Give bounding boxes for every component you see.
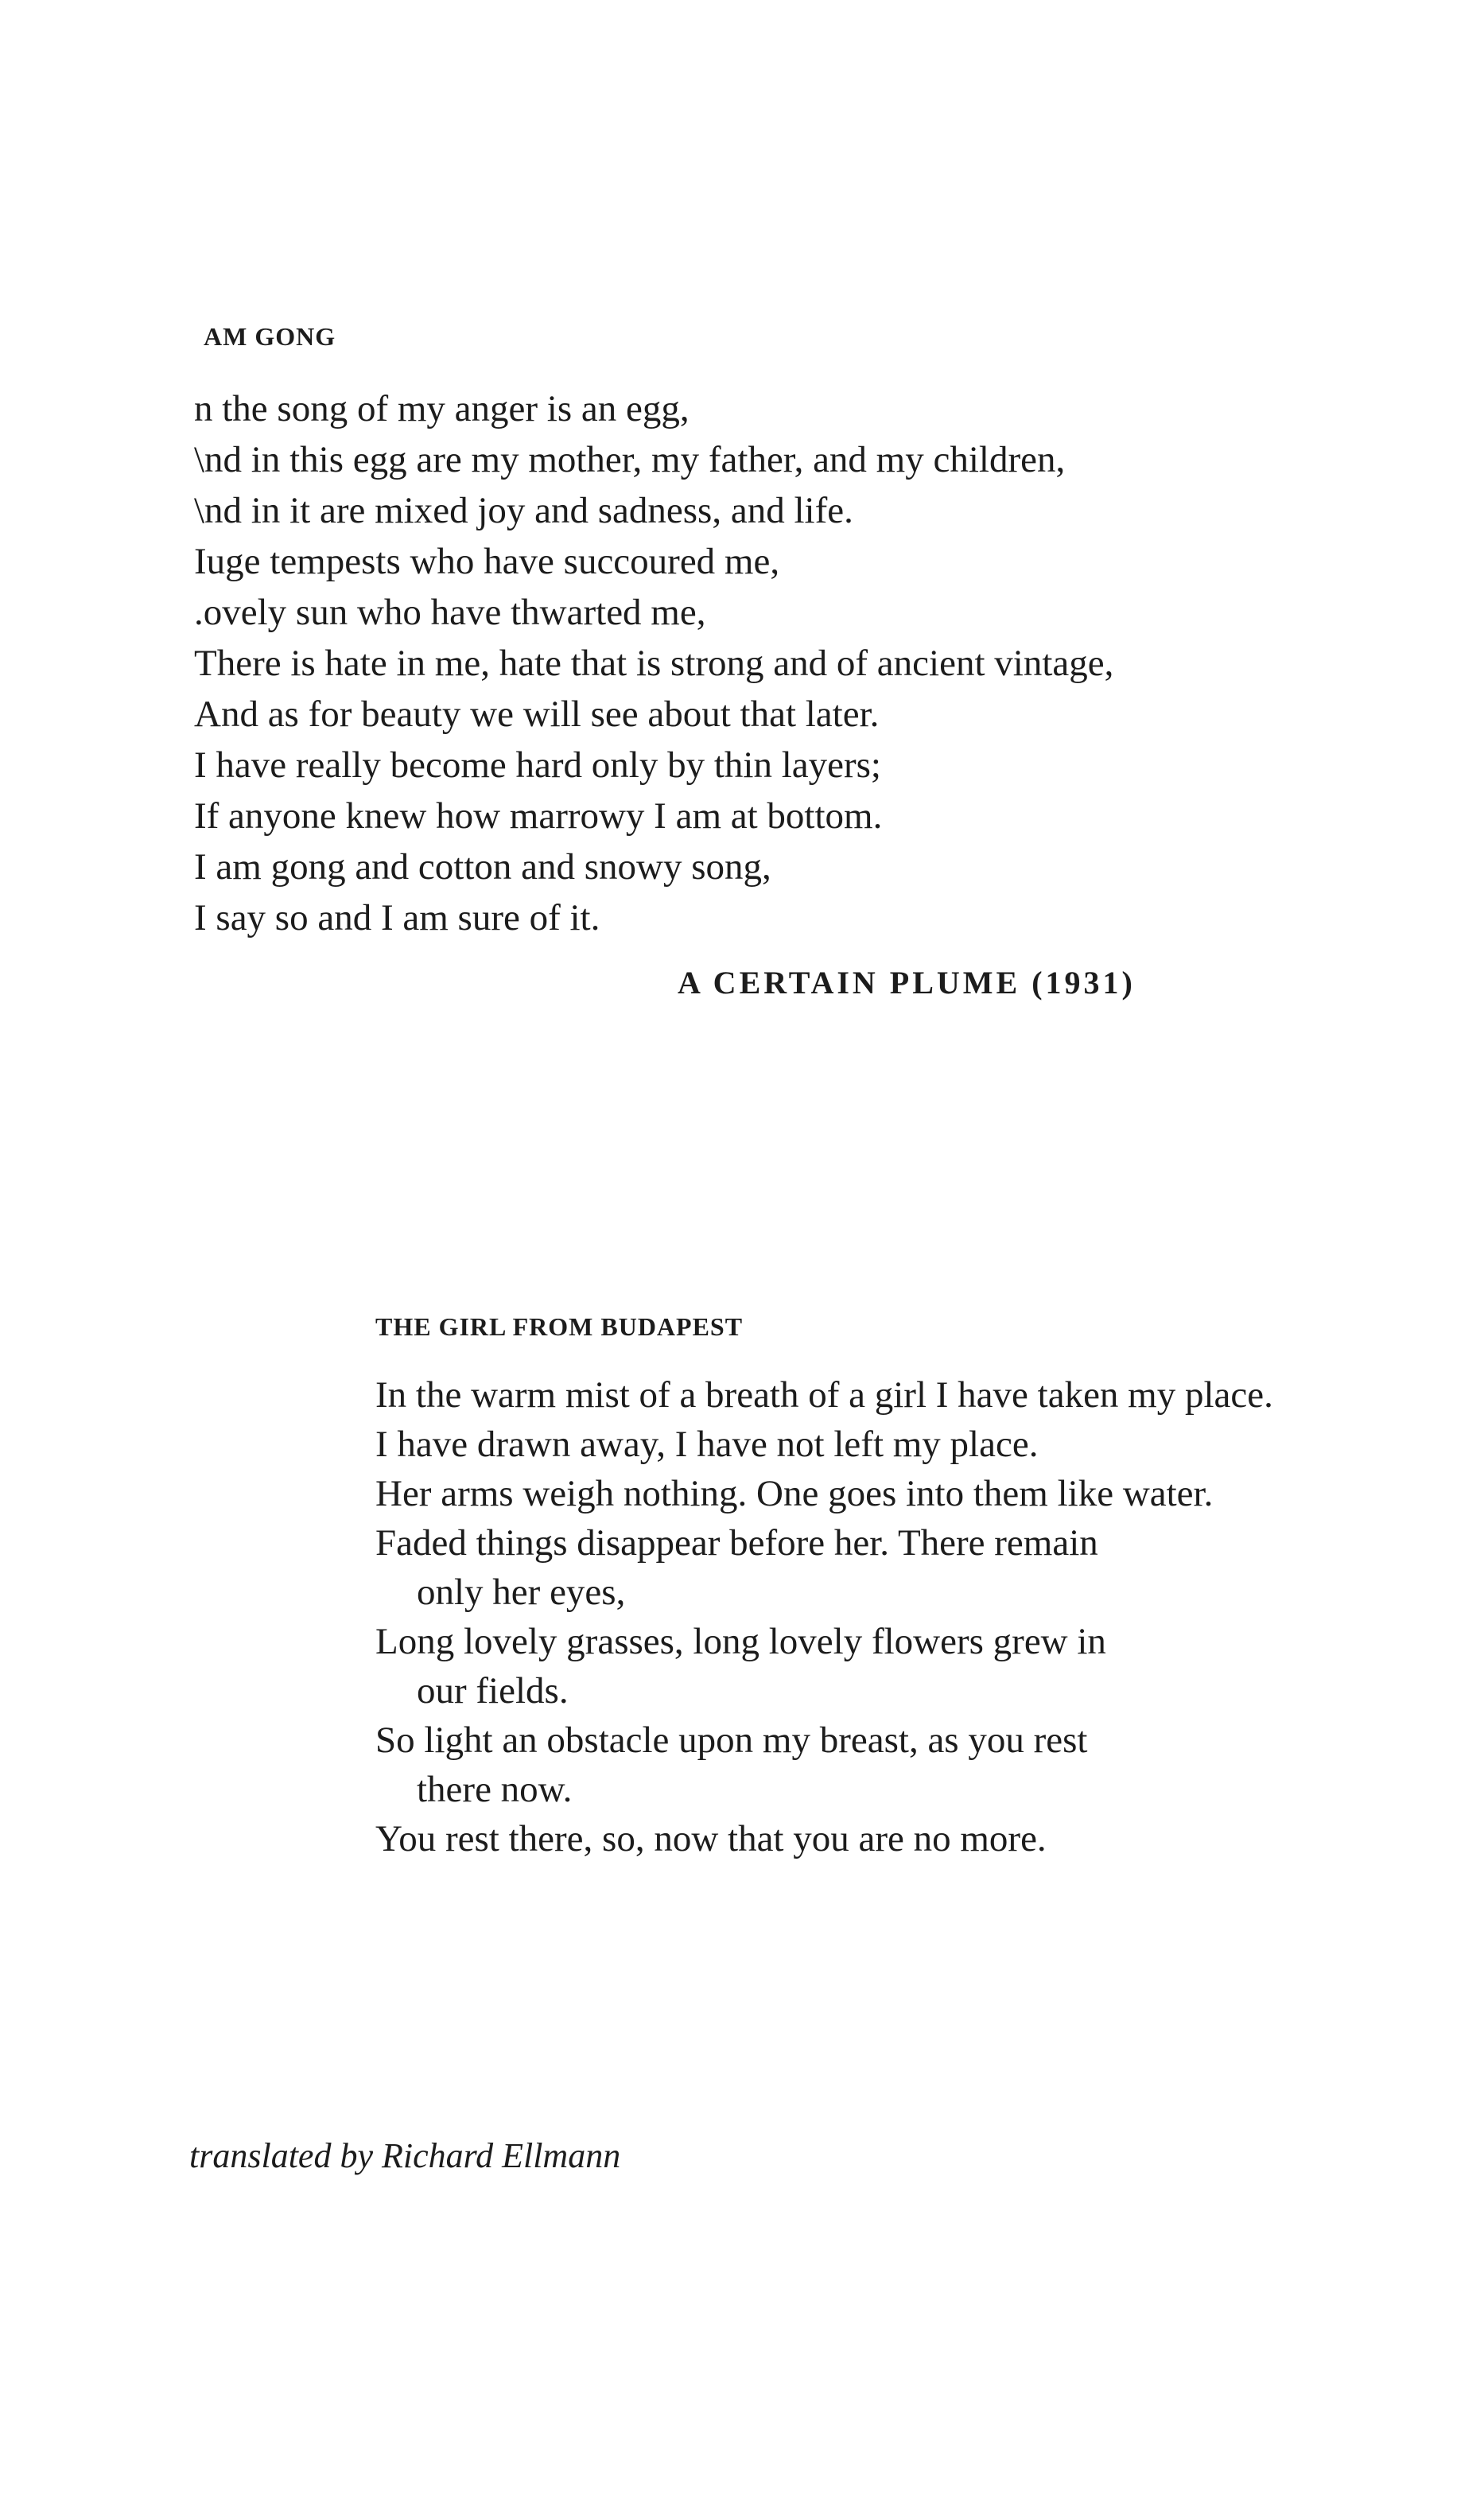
poem-am-gong <box>194 322 1228 943</box>
poem-stanza <box>375 1370 1409 1863</box>
poem-line-continuation: our fields. <box>417 1670 569 1712</box>
poem-title: AM GONG <box>204 322 336 351</box>
poem-line: And as for beauty we will see about that later. <box>194 694 880 735</box>
poem-line: \nd in this egg are my mother, my father, and my children, <box>194 439 1066 480</box>
poem-line: I have drawn away, I have not left my place. <box>375 1424 1039 1465</box>
poem-line-continuation: there now. <box>417 1769 573 1810</box>
poem-line: n the song of my anger is an egg, <box>194 388 690 429</box>
translator-credit: translated by Richard Ellmann <box>189 2136 621 2175</box>
poem-line: If anyone knew how marrowy I am at bottom. <box>194 795 883 837</box>
poem-line: Long lovely grasses, long lovely flowers grew in <box>375 1621 1106 1662</box>
poem-line: Her arms weigh nothing. One goes into them like water. <box>375 1473 1214 1514</box>
poem-line: Faded things disappear before her. There remain <box>375 1522 1098 1564</box>
poem-source: A CERTAIN PLUME (1931) <box>678 965 1136 1001</box>
poem-stanza <box>194 383 1228 943</box>
poem-title: THE GIRL FROM BUDAPEST <box>375 1312 744 1341</box>
poem-line: You rest there, so, now that you are no more. <box>375 1818 1047 1859</box>
poem-line-continuation: only her eyes, <box>417 1572 626 1613</box>
poem-line: .ovely sun who have thwarted me, <box>194 592 706 633</box>
poem-line: In the warm mist of a breath of a girl I have taken my place. <box>375 1374 1273 1416</box>
poem-line: \nd in it are mixed joy and sadness, and life. <box>194 490 853 531</box>
poem-line: There is hate in me, hate that is strong and of ancient vintage, <box>194 643 1114 684</box>
poem-girl-from-budapest <box>375 1312 1409 1863</box>
poem-line: Iuge tempests who have succoured me, <box>194 541 780 582</box>
poem-line: I say so and I am sure of it. <box>194 897 600 938</box>
poem-line: I am gong and cotton and snowy song, <box>194 846 771 888</box>
poem-line: So light an obstacle upon my breast, as you rest <box>375 1719 1088 1761</box>
poem-line: I have really become hard only by thin layers; <box>194 744 881 786</box>
